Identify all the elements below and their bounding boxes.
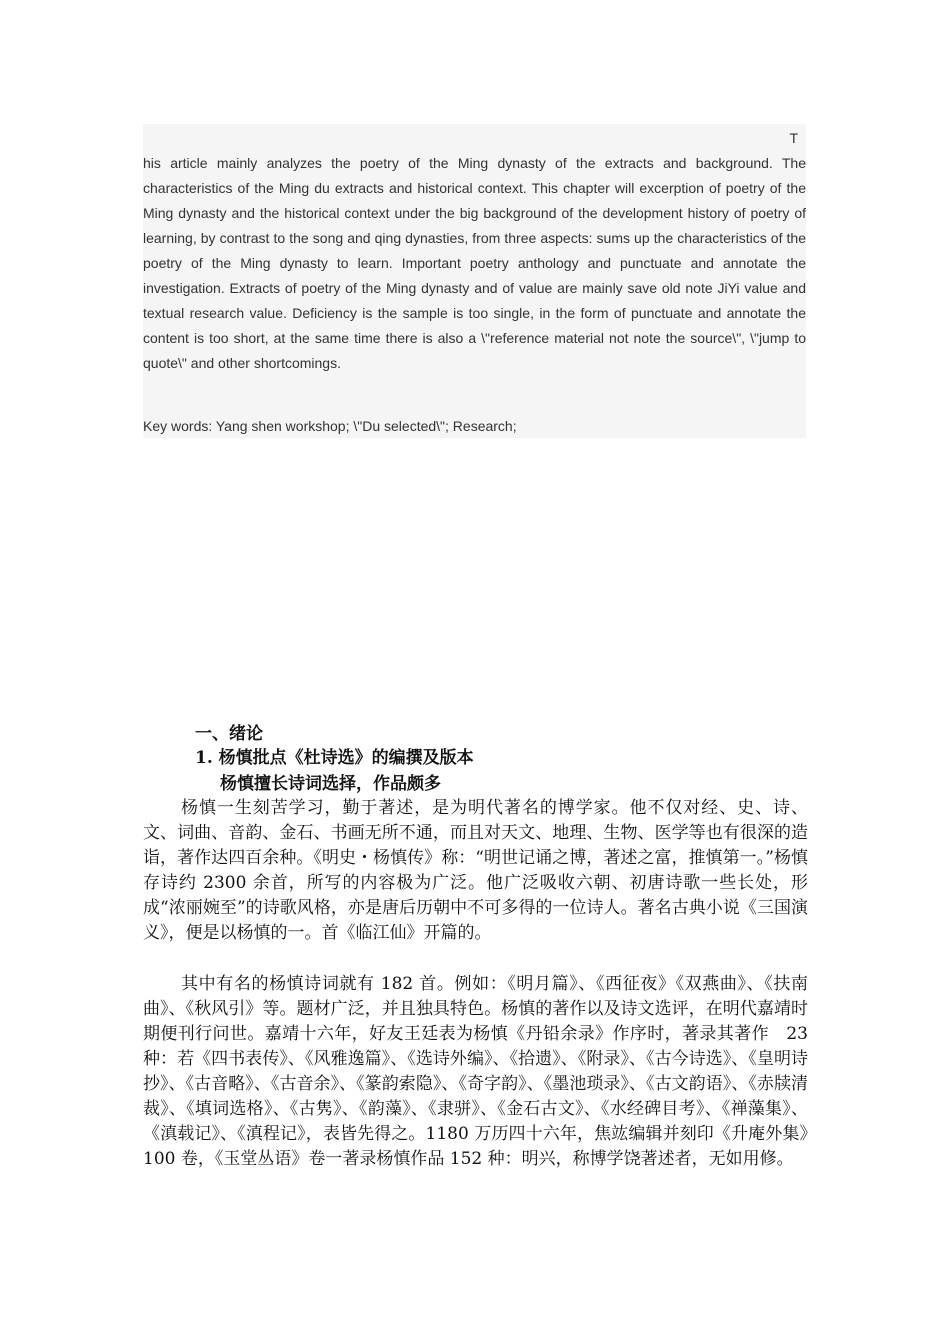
section-heading: 一、绪论 <box>195 724 263 744</box>
subsection-heading: 1. 杨慎批点《杜诗选》的编撰及版本 <box>195 748 474 768</box>
abstract-body: his article mainly analyzes the poetry of the Ming dynasty of the extracts and background. The characteristics of the Ming du extracts and historical context. This chapter will excerption of poetry of the Ming dynasty and the historical context under the big background of the development history of poetry of learning, by contrast to the song and qing dynasties, from three aspects: sums up the characteristics of the poetry of the Ming dynasty to learn. Important poetry anthology and punctuate and annotate the investigation. Extracts of poetry of the Ming dynasty and of value are mainly save old note JiYi value and textual research value. Deficiency is the sample is too single, in the form of punctuate and annotate the content is too short, at the same time there is also a \"reference material not note the source\", \"jump to quote\" and other shortcomings. <box>143 155 806 371</box>
abstract-first-letter: T <box>789 130 798 146</box>
keywords: Key words: Yang shen workshop; \"Du selected\"; Research; <box>143 418 517 434</box>
body-paragraph-1: 杨慎一生刻苦学习，勤于著述，是为明代著名的博学家。他不仅对经、史、诗、文、词曲、音韵、金石、书画无所不通，而且对天文、地理、生物、医学等也有很深的造诣，著作达四百余种。《明史・杨慎传》称：“明世记诵之博，著述之富，推慎第一。”杨慎存诗约 2300 余首，所写的内容极为广泛。他广泛吸收六朝、初唐诗歌一些长处，形成“浓丽婉至”的诗歌风格，亦是唐后历朝中不可多得的一位诗人。著名古典小说《三国演义》，便是以杨慎的一。首《临江仙》开篇的。 <box>143 798 808 943</box>
body-paragraph-2: 其中有名的杨慎诗词就有 182 首。例如：《明月篇》、《西征夜》《双燕曲》、《扶南曲》、《秋风引》等。题材广泛，并且独具特色。杨慎的著作以及诗文选评，在明代嘉靖时期便刊行问世。嘉靖十六年，好友王廷表为杨慎《丹铅余录》作序时，著录其著作 23 种：若《四书表传》、《风雅逸篇》、《选诗外编》、《拾遗》、《附录》、《古今诗选》、《皇明诗抄》、《古音略》、《古音余》、《篆韵索隐》、《奇字韵》、《墨池琐录》、《古文韵语》、《赤牍清裁》、《填词选格》、《古隽》、《韵藻》、《隶骈》、《金石古文》、《水经碑目考》、《禅藻集》、《滇载记》、《滇程记》，表皆先得之。1180 万历四十六年，焦竑编辑并刻印《升庵外集》100 卷，《玉堂丛语》卷一著录杨慎作品 152 种：明兴，称博学饶著述者，无如用修。 <box>143 974 825 1169</box>
abstract-block <box>143 124 806 438</box>
sub-subsection-heading: 杨慎擅长诗词选择，作品颇多 <box>220 774 441 794</box>
